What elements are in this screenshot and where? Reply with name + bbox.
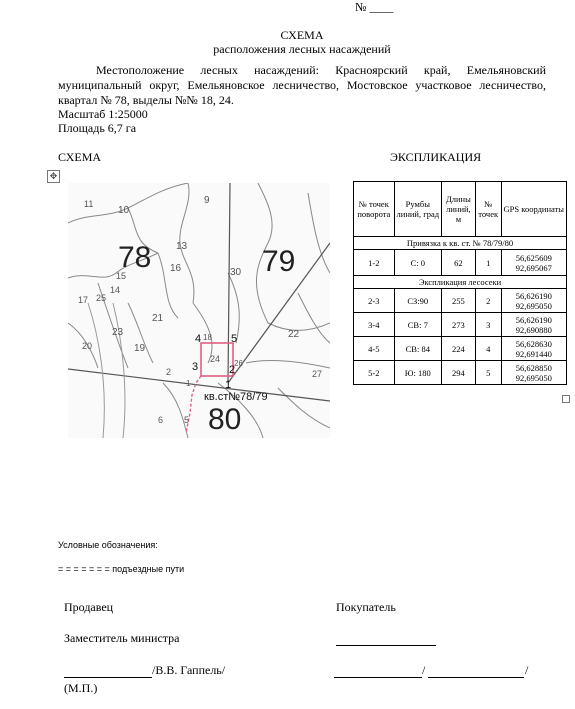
section-cutting: Экспликация лесосеки bbox=[354, 276, 567, 289]
document-number: № ____ bbox=[355, 0, 394, 14]
table-row bbox=[354, 289, 567, 313]
explication-heading: ЭКСПЛИКАЦИЯ bbox=[390, 150, 482, 164]
plot-label: 10 bbox=[118, 205, 130, 216]
cell-length: 62 bbox=[441, 250, 475, 276]
turn-point-4: 4 bbox=[195, 333, 202, 345]
cell-points: 2-3 bbox=[354, 289, 395, 313]
cell-rumb: СЗ:90 bbox=[394, 289, 441, 313]
plot-label: 22 bbox=[288, 329, 300, 340]
buyer-label: Покупатель bbox=[336, 600, 396, 614]
forest-map bbox=[68, 183, 330, 438]
plot-label: 17 bbox=[78, 295, 89, 305]
explication-table bbox=[353, 181, 567, 385]
plot-label: 11 bbox=[84, 199, 94, 209]
cell-gps bbox=[501, 337, 566, 361]
quarter-label-78: 78 bbox=[118, 241, 152, 274]
cell-rumb: С: 0 bbox=[394, 250, 441, 276]
buyer-name-line bbox=[428, 677, 524, 678]
table-row bbox=[354, 250, 567, 276]
legend-title: Условные обозначения: bbox=[58, 540, 158, 550]
cell-rumb: СВ: 7 bbox=[394, 313, 441, 337]
document-subtitle: расположения лесных насаждений bbox=[213, 42, 391, 56]
plot-label: 16 bbox=[170, 263, 182, 274]
buyer-signature-line bbox=[334, 677, 422, 678]
col-header-length: Длины линий, м bbox=[441, 182, 475, 237]
table-resize-handle[interactable] bbox=[562, 395, 570, 403]
cell-gps bbox=[501, 313, 566, 337]
col-header-rumb: Румбы линий, град bbox=[394, 182, 441, 237]
cell-points: 5-2 bbox=[354, 361, 395, 385]
table-move-handle[interactable]: ✥ bbox=[47, 170, 60, 183]
gps-lat: 56,625609 bbox=[515, 252, 552, 263]
cell-length: 224 bbox=[441, 337, 475, 361]
plot-label: 15 bbox=[116, 271, 127, 281]
gps-lat: 56,626190 bbox=[515, 290, 552, 301]
plot-label: 30 bbox=[230, 267, 242, 278]
cell-number: 1 bbox=[475, 250, 501, 276]
gps-lon: 92,690880 bbox=[515, 324, 552, 335]
plot-label: 6 bbox=[158, 415, 164, 425]
table-row bbox=[354, 337, 567, 361]
plot-label: 13 bbox=[176, 241, 188, 252]
buyer-position-line bbox=[336, 645, 436, 646]
cell-gps bbox=[501, 289, 566, 313]
map-scale: Масштаб 1:25000 bbox=[58, 107, 148, 121]
gps-lon: 92,691440 bbox=[515, 348, 552, 359]
cell-length: 255 bbox=[441, 289, 475, 313]
cell-rumb: Ю: 180 bbox=[394, 361, 441, 385]
turn-point-2: 2 bbox=[229, 364, 236, 376]
turn-point-3: 3 bbox=[192, 361, 199, 373]
section-binding: Привязка к кв. ст. № 78/79/80 bbox=[354, 237, 567, 250]
seller-signatory: /В.В. Гаппель/ bbox=[152, 663, 226, 677]
plot-label: 21 bbox=[152, 313, 164, 324]
seller-signature-line bbox=[64, 677, 152, 678]
map-lines bbox=[68, 183, 330, 438]
gps-lon: 92,695050 bbox=[515, 300, 552, 311]
legend-roads: = = = = = = = подъездные пути bbox=[58, 564, 185, 574]
table-row bbox=[354, 313, 567, 337]
plot-label: 9 bbox=[204, 195, 210, 206]
plot-label: 19 bbox=[134, 343, 146, 354]
buyer-slash-mid: / bbox=[422, 663, 426, 677]
plot-label: 27 bbox=[312, 369, 323, 379]
deputy-minister-label: Заместитель министра bbox=[64, 631, 180, 645]
location-line-3: квартал № 78, выделы №№ 18, 24. bbox=[58, 93, 234, 107]
plot-label: 26 bbox=[234, 359, 243, 368]
location-line-2: муниципальный округ, Емельяновское лесничество, Мостовское участковое лесничество, bbox=[58, 78, 546, 92]
cell-points: 1-2 bbox=[354, 250, 395, 276]
turn-point-5: 5 bbox=[231, 333, 238, 345]
buyer-slash-end: / bbox=[525, 663, 529, 677]
plot-label: 24 bbox=[210, 354, 221, 364]
turn-point-1: 1 bbox=[225, 379, 232, 391]
plot-label: 25 bbox=[96, 293, 107, 303]
plot-label: 1 bbox=[186, 379, 191, 388]
plot-label: 2 bbox=[166, 367, 172, 377]
cell-number: 3 bbox=[475, 313, 501, 337]
plot-label: 5 bbox=[184, 415, 190, 425]
gps-lon: 92,695067 bbox=[515, 262, 552, 273]
cell-number: 4 bbox=[475, 337, 501, 361]
quarter-label-80: 80 bbox=[208, 403, 242, 436]
quarter-label-79: 79 bbox=[262, 245, 296, 278]
plot-label: 23 bbox=[112, 327, 124, 338]
scheme-heading: СХЕМА bbox=[58, 150, 102, 164]
cell-rumb: СВ: 84 bbox=[394, 337, 441, 361]
cell-number: 5 bbox=[475, 361, 501, 385]
plot-label: 18 bbox=[203, 333, 212, 342]
cell-length: 273 bbox=[441, 313, 475, 337]
gps-lon: 92,695050 bbox=[515, 372, 552, 383]
col-header-points: № точек поворота bbox=[354, 182, 395, 237]
table-row bbox=[354, 361, 567, 385]
seller-label: Продавец bbox=[64, 600, 114, 614]
plot-label: 14 bbox=[110, 285, 121, 295]
stamp-label: (М.П.) bbox=[64, 681, 98, 695]
cell-points: 3-4 bbox=[354, 313, 395, 337]
plot-label: 20 bbox=[82, 341, 93, 351]
col-header-gps: GPS координаты bbox=[501, 182, 566, 237]
area-size: Площадь 6,7 га bbox=[58, 121, 137, 135]
document-title: СХЕМА bbox=[280, 28, 324, 42]
cell-gps bbox=[501, 250, 566, 276]
cell-number: 2 bbox=[475, 289, 501, 313]
cell-length: 294 bbox=[441, 361, 475, 385]
cell-gps bbox=[501, 361, 566, 385]
gps-lat: 56,626190 bbox=[515, 314, 552, 325]
location-line-1: Местоположение лесных насаждений: Красноярский край, Емельяновский bbox=[96, 63, 546, 77]
corner-post-label: кв.ст№78/79 bbox=[204, 391, 268, 403]
gps-lat: 56,628630 bbox=[515, 338, 552, 349]
gps-lat: 56,628850 bbox=[515, 362, 552, 373]
col-header-number: № точек bbox=[475, 182, 501, 237]
cell-points: 4-5 bbox=[354, 337, 395, 361]
